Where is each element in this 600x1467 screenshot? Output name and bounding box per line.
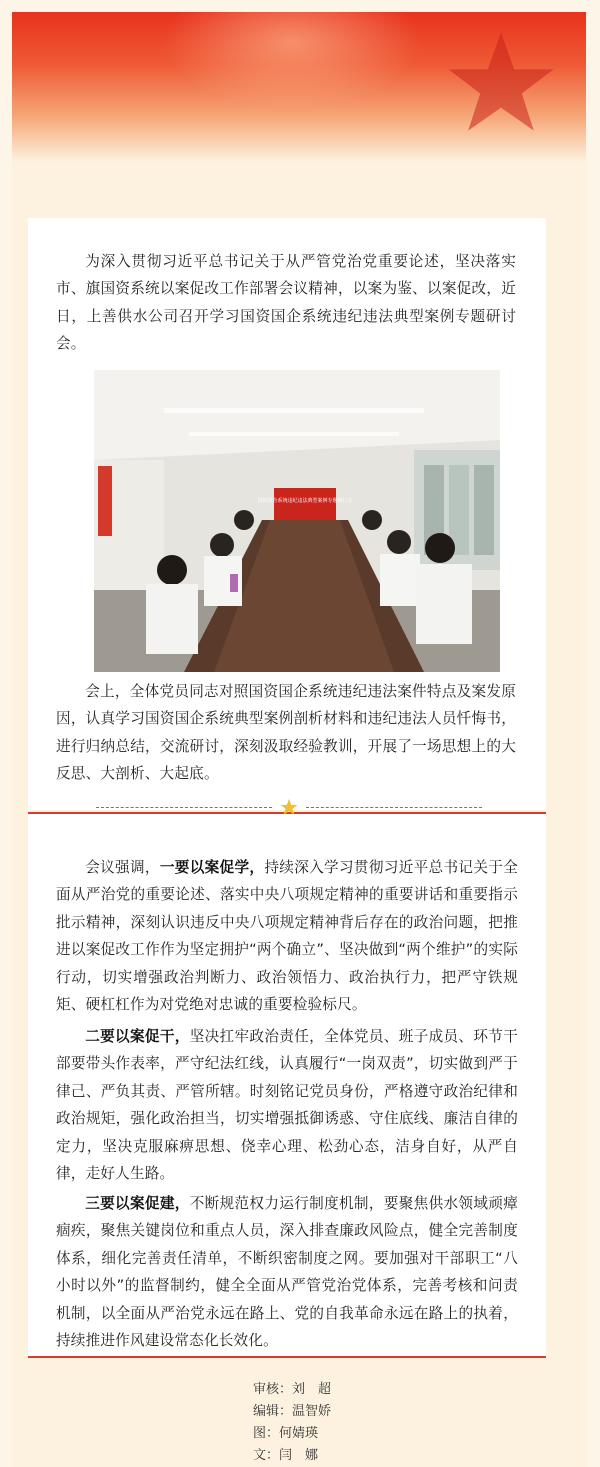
- divider-line-right: [306, 807, 482, 808]
- header-banner: [12, 12, 586, 162]
- credit-photo: 图：何婧瑛: [253, 1426, 319, 1441]
- point1-paragraph: [56, 854, 518, 1018]
- meeting-photo-illustration: [94, 370, 500, 672]
- meeting-photo: [94, 370, 500, 672]
- credit-reviewer: 审核：刘 超: [253, 1382, 332, 1397]
- credit-text: 文：闫 娜: [253, 1448, 319, 1463]
- point3-title: 三要以案促建，: [85, 1195, 190, 1212]
- emphasis-lead: 会议强调，: [85, 859, 160, 876]
- point3-body: 不断规范权力运行制度机制，要聚焦供水领域顽瘴痼疾，聚焦关键岗位和重点人员，深入排查廉政风险点，健全完善制度体系，细化完善责任清单，不断织密制度之网。要加强对干部职工“八小时以外”的监督制约，健全全面从严管党治党体系，完善考核和问责机制，以全面从严治党永远在路上、党的自我革命永远在路上的执着，持续推进作风建设常态化长效化。: [56, 1195, 519, 1350]
- point2-body: 坚决扛牢政治责任，全体党员、班子成员、环节干部要带头作表率，严守纪法红线，认真履行“一岗双责”，切实做到严于律己、严负其责、严管所辖。时刻铭记党员身份，严格遵守政治纪律和政治规矩，强化政治担当，切实增强抵御诱惑、守住底线、廉洁自律的定力，坚决克服麻痹思想、侥幸心理、松劲心态，洁身自好，从严自律，走好人生路。: [56, 1028, 519, 1183]
- banner-glow: [162, 12, 422, 112]
- divider-star-icon: [280, 798, 298, 816]
- intro-paragraph: 为深入贯彻习近平总书记关于从严管党治党重要论述，坚决落实市、旗国资系统以案促改工作部署会议精神，以案为鉴、以案促改，近日，上善供水公司召开学习国资国企系统违纪违法典型案例专题研讨会。: [56, 253, 516, 353]
- photo-screen-text: 国资国企系统违纪违法典型案例专题研讨会: [257, 498, 353, 504]
- point3-paragraph: [56, 1190, 518, 1354]
- meeting-paragraph: 会上，全体党员同志对照国资国企系统违纪违法案件特点及案发原因，认真学习国资国企系统典型案例剖析材料和违纪违法人员忏悔书，进行归纳总结，交流研讨，深刻汲取经验教训，开展了一场思想上的大反思、大剖析、大起底。: [56, 683, 516, 783]
- section-divider: [96, 798, 482, 818]
- point2-title: 二要以案促干，: [85, 1028, 190, 1045]
- point1-title: 一要以案促学，: [159, 859, 265, 876]
- point2-paragraph: [56, 1023, 518, 1187]
- point1-body: 持续深入学习贯彻习近平总书记关于全面从严治党的重要论述、落实中央八项规定精神的重要讲话和重要指示批示精神，深刻认识违反中央八项规定精神背后存在的政治问题，把推进以案促改工作作为坚定拥护“两个确立”、坚决做到“两个维护”的实际行动，切实增强政治判断力、政治领悟力、政治执行力，把严守铁规矩、硬杠杠作为对党绝对忠诚的重要检验标尺。: [56, 859, 518, 1014]
- credit-editor: 编辑：温智娇: [253, 1404, 332, 1419]
- divider-line-left: [96, 807, 272, 808]
- star-icon: [446, 30, 556, 135]
